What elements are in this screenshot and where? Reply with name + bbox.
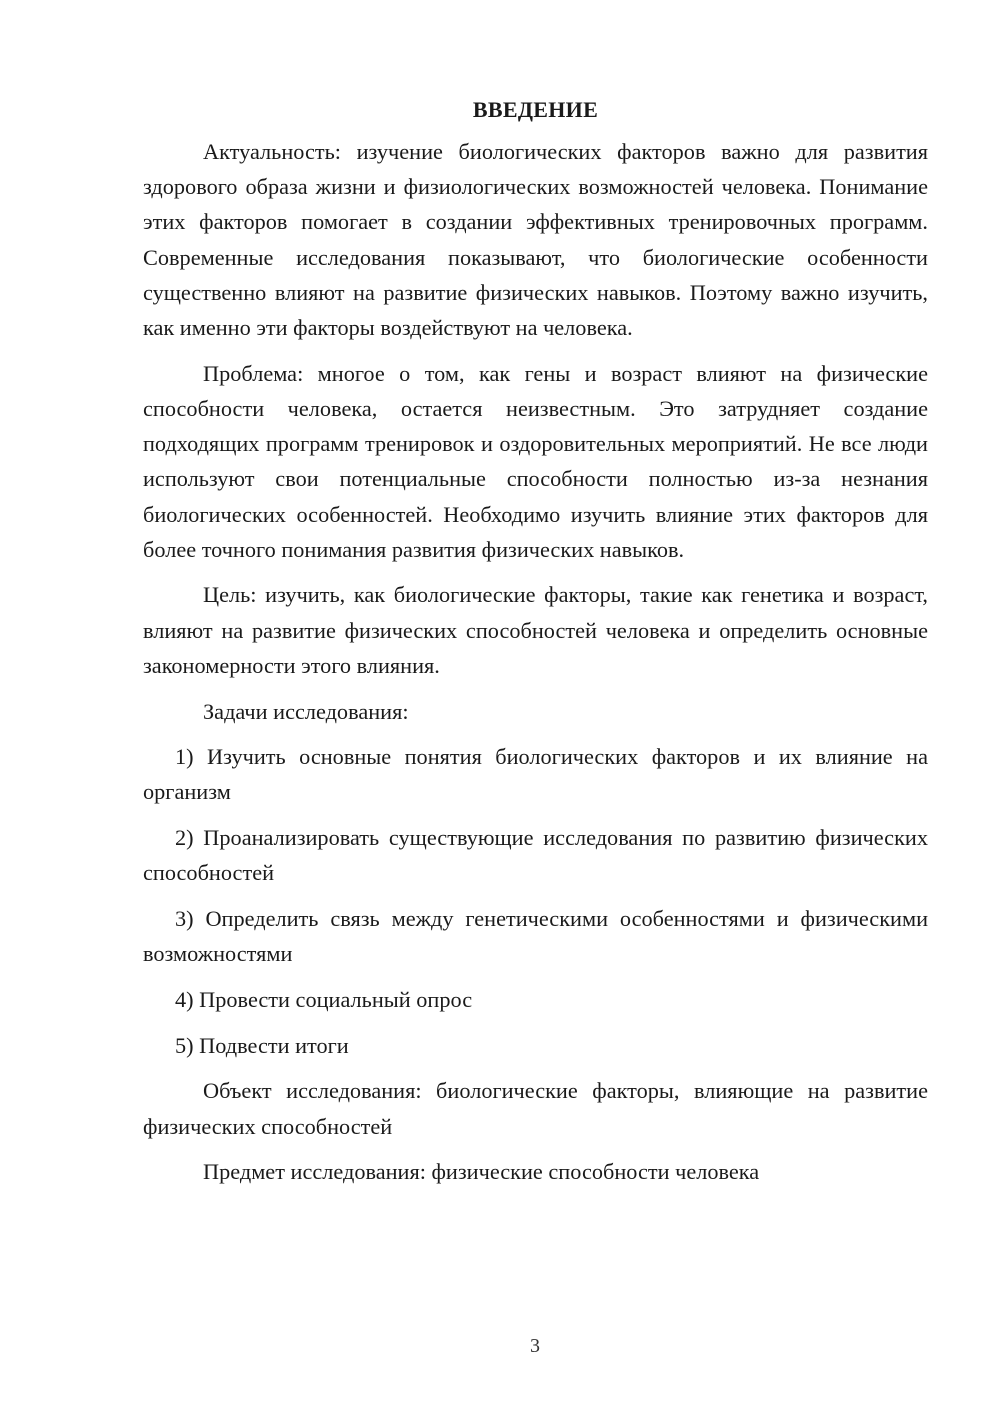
task-item-1: 1) Изучить основные понятия биологических факторов и их влияние на организм [143, 744, 928, 805]
task-item-3: 3) Определить связь между генетическими особенностями и физическими возможностями [143, 906, 928, 967]
research-object-paragraph: Объект исследования: биологические факторы, влияющие на развитие физических способностей [143, 1078, 928, 1139]
task-item-2: 2) Проанализировать существующие исследования по развитию физических способностей [143, 825, 928, 886]
relevance-paragraph: Актуальность: изучение биологических факторов важно для развития здорового образа жизни и физиологических возможностей человека. Понимание этих факторов помогает в создании эффективных тренировочных программ. Современные исследования показывают, что биологические особенности существенно влияют на развитие физических навыков. Поэтому важно изучить, как именно эти факторы воздействуют на человека. [143, 139, 928, 341]
section-title: ВВЕДЕНИЕ [472, 97, 599, 122]
tasks-heading: Задачи исследования: [203, 698, 409, 724]
document-body [143, 92, 928, 1200]
task-item-4: 4) Провести социальный опрос [175, 986, 473, 1012]
research-subject-paragraph: Предмет исследования: физические способности человека [203, 1159, 760, 1185]
problem-paragraph: Проблема: многое о том, как гены и возраст влияют на физические способности человека, остается неизвестным. Это затрудняет создание подходящих программ тренировок и оздоровительных мероприятий. Не все люди используют свои потенциальные способности полностью из-за незнания биологических особенностей. Необходимо изучить влияние этих факторов для более точного понимания развития физических навыков. [143, 360, 928, 562]
goal-paragraph: Цель: изучить, как биологические факторы, такие как генетика и возраст, влияют на развитие физических способностей человека и определить основные закономерности этого влияния. [143, 582, 928, 678]
page-number: 3 [530, 1335, 540, 1357]
task-item-5: 5) Подвести итоги [175, 1032, 349, 1058]
